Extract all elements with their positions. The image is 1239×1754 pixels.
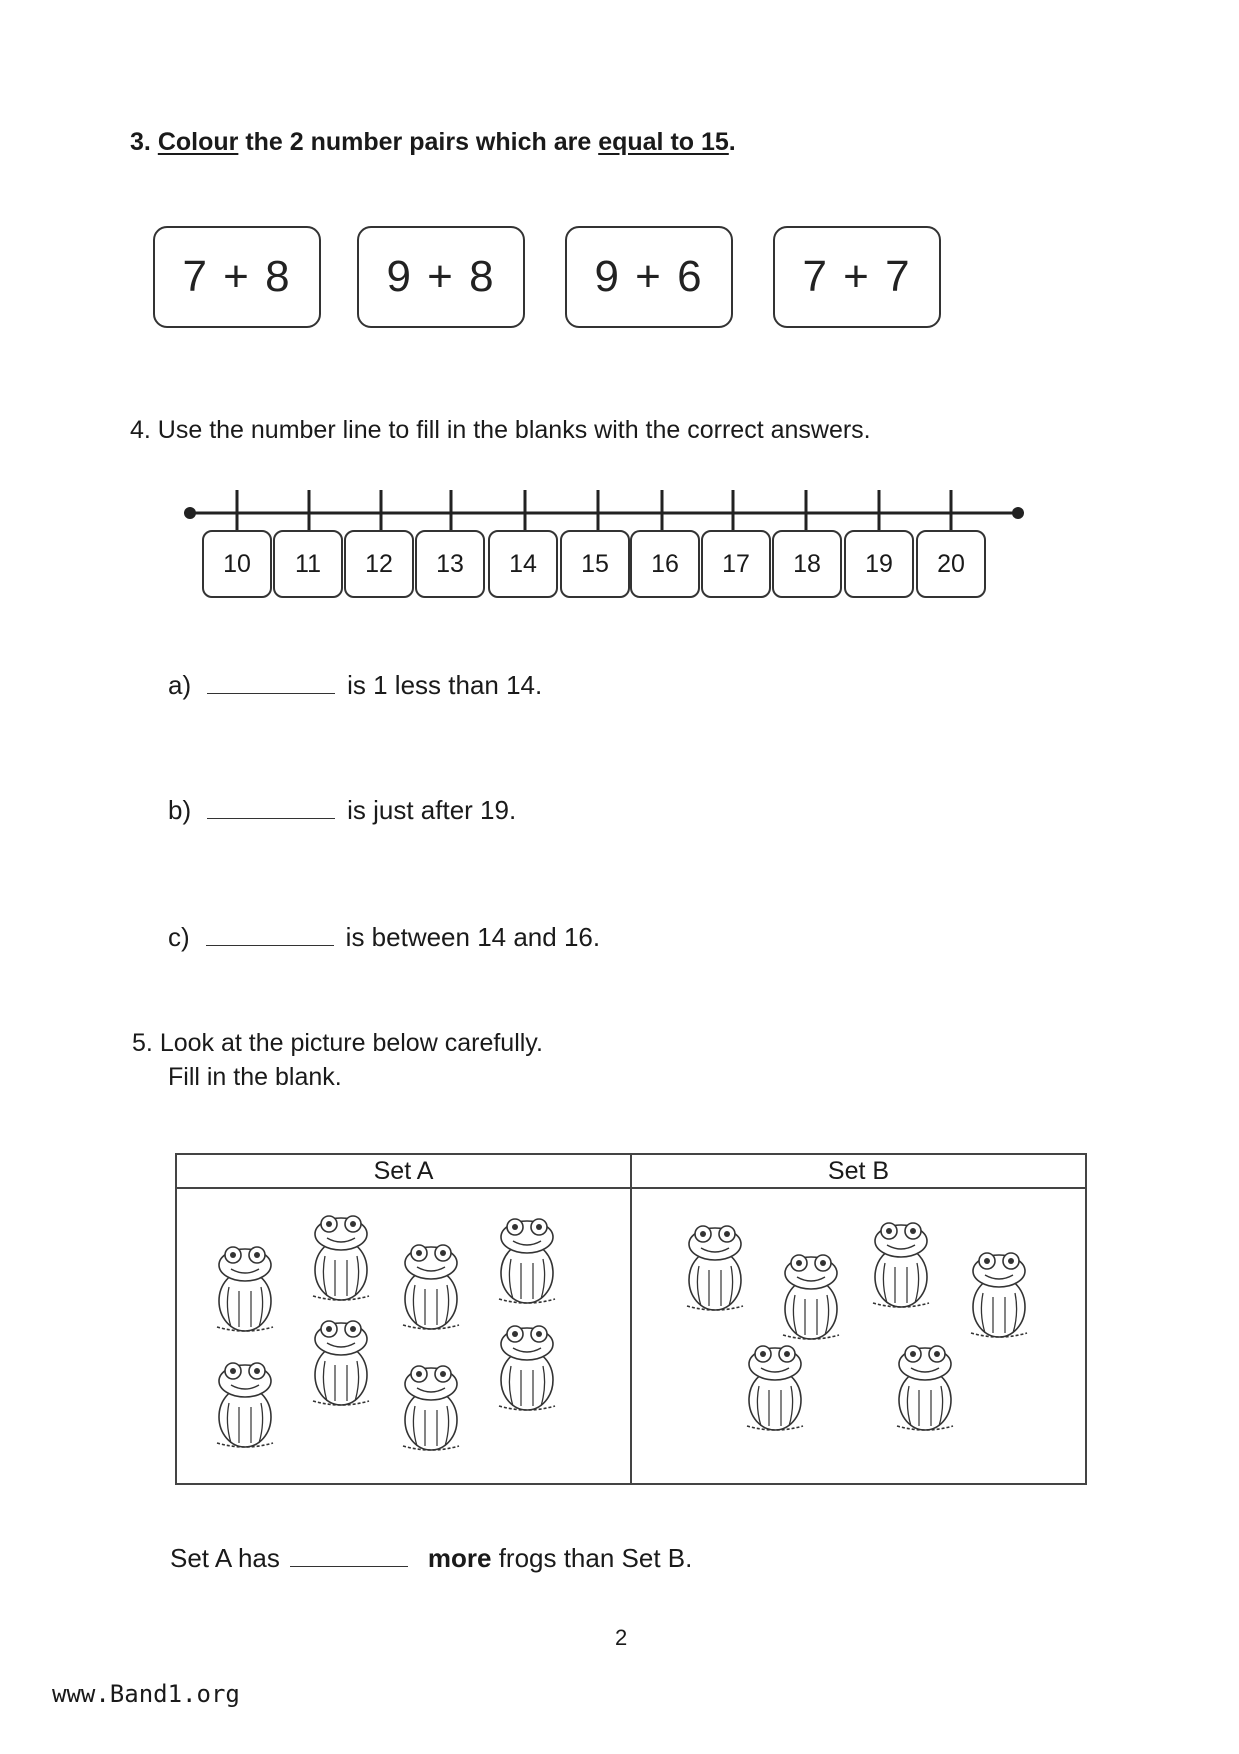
item-text: is between 14 and 16. [345,922,601,952]
number-line-label: 16 [630,530,700,598]
question-3-title [130,128,736,157]
frog-icon [863,1217,939,1313]
item-label: b) [168,795,192,825]
answer-suffix: frogs than Set B. [498,1543,693,1573]
frog-icon [489,1320,565,1416]
instruction-line: Fill in the blank. [168,1063,342,1091]
title-period: . [728,128,736,156]
item-text: is just after 19. [347,795,517,825]
number-pair-box[interactable]: 9 + 8 [357,226,525,328]
answer-blank[interactable] [290,1544,408,1567]
footer-url: www.Band1.org [52,1680,240,1708]
set-divider [630,1155,632,1483]
frog-icon [773,1249,849,1345]
frog-icon [303,1210,379,1306]
title-colour: Colour [157,128,239,156]
item-label: c) [168,922,190,952]
number-line-label: 13 [415,530,485,598]
number-line-label: 12 [344,530,414,598]
answer-prefix: Set A has [170,1543,280,1573]
number-line-label: 11 [273,530,343,598]
set-b-header: Set B [632,1155,1085,1189]
frog-icon [303,1315,379,1411]
question-number: 5. [132,1029,153,1057]
item-text: is 1 less than 14. [347,670,543,700]
frog-icon [207,1357,283,1453]
number-line-label: 14 [488,530,558,598]
frog-icon [737,1340,813,1436]
answer-blank[interactable] [206,923,334,946]
question-4c [168,922,600,953]
frog-icon [393,1239,469,1335]
title-text: the 2 number pairs which are [245,128,592,156]
number-line-label: 19 [844,530,914,598]
number-line-label: 10 [202,530,272,598]
set-a-header: Set A [177,1155,630,1189]
question-number: 3. [130,128,151,156]
answer-blank[interactable] [207,796,335,819]
instruction-line: Look at the picture below carefully. [159,1029,543,1057]
number-pair-box[interactable]: 9 + 6 [565,226,733,328]
number-line-label: 15 [560,530,630,598]
question-4a [168,670,542,701]
number-line-label: 18 [772,530,842,598]
frog-icon [887,1340,963,1436]
frog-icon [207,1241,283,1337]
answer-bold: more [427,1543,492,1573]
number-line-label: 20 [916,530,986,598]
question-5-text [132,1026,543,1094]
question-4b [168,795,516,826]
question-5-answer [170,1543,692,1574]
number-pair-box[interactable]: 7 + 7 [773,226,941,328]
frog-sets-table [175,1153,1087,1485]
question-4-title: 4. Use the number line to fill in the blanks with the correct answers. [130,416,871,444]
frog-icon [393,1360,469,1456]
item-label: a) [168,670,192,700]
frog-icon [961,1247,1037,1343]
answer-blank[interactable] [207,671,335,694]
title-equal: equal to 15 [598,128,729,156]
number-pair-box[interactable]: 7 + 8 [153,226,321,328]
page-number: 2 [615,1625,628,1650]
frog-icon [677,1220,753,1316]
number-line-label: 17 [701,530,771,598]
frog-icon [489,1213,565,1309]
